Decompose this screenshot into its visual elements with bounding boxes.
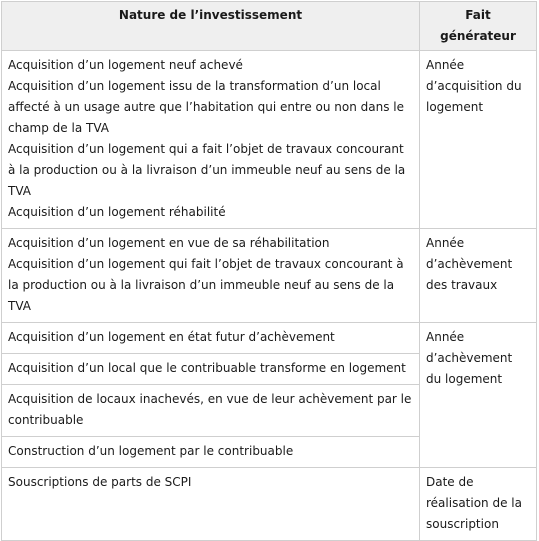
nature-line: Acquisition d’un logement réhabilité [8,205,226,219]
nature-line: Construction d’un logement par le contribuable [8,444,294,458]
nature-line: Acquisition d’un logement neuf achevé [8,58,243,72]
table-header-row [2,2,537,51]
nature-cell [2,468,420,541]
investment-table [1,1,537,541]
nature-line: Acquisition d’un logement en état futur d’achèvement [8,330,335,344]
fait-cell: Année d’acquisition du logement [420,51,537,229]
nature-line: Acquisition d’un logement issu de la transformation d’un local affecté à un usage autre que l’habitation qui entre ou non dans le champ de la TVA [8,79,405,135]
nature-cell [2,323,420,354]
nature-line: Acquisition d’un logement qui fait l’objet de travaux concourant à la production ou à la livraison d’un immeuble neuf au sens de la TVA [8,257,404,313]
header-nature: Nature de l’investissement [2,2,420,51]
nature-line: Acquisition de locaux inachevés, en vue de leur achèvement par le contribuable [8,392,412,427]
fait-cell: Date de réalisation de la souscription [420,468,537,541]
nature-cell [2,385,420,437]
fait-cell: Année d’achèvement des travaux [420,229,537,323]
nature-line: Souscriptions de parts de SCPI [8,475,192,489]
nature-cell [2,354,420,385]
nature-cell [2,229,420,323]
nature-cell [2,51,420,229]
header-fait-generateur: Fait générateur [420,2,537,51]
nature-line: Acquisition d’un local que le contribuable transforme en logement [8,361,406,375]
table-row [2,323,537,354]
nature-line: Acquisition d’un logement en vue de sa réhabilitation [8,236,330,250]
nature-cell [2,437,420,468]
table-row [2,229,537,323]
fait-cell: Année d’achèvement du logement [420,323,537,468]
table-row [2,468,537,541]
nature-line: Acquisition d’un logement qui a fait l’objet de travaux concourant à la production ou à la livraison d’un immeuble neuf au sens de la TVA [8,142,406,198]
table-row [2,51,537,229]
